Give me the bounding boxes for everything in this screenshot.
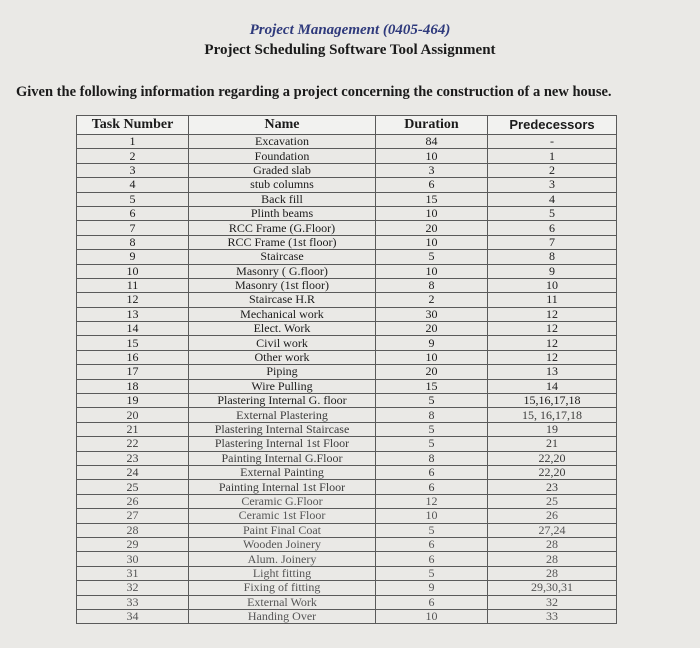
table-row	[77, 365, 617, 379]
table-row	[77, 221, 617, 235]
duration-cell: 5	[376, 523, 488, 537]
assignment-title: Project Scheduling Software Tool Assignment	[204, 42, 496, 58]
table-row	[77, 135, 617, 149]
predecessors-cell: 8	[488, 250, 617, 264]
task-name-cell: Ceramic 1st Floor	[189, 509, 376, 523]
course-title: Project Management (0405-464)	[249, 22, 451, 38]
table-row	[77, 552, 617, 566]
duration-cell: 5	[376, 422, 488, 436]
table-row	[77, 480, 617, 494]
predecessors-cell: 15,16,17,18	[488, 394, 617, 408]
task-name-cell: Wire Pulling	[189, 379, 376, 393]
task-number-cell: 22	[77, 437, 189, 451]
task-name-cell: stub columns	[189, 178, 376, 192]
predecessors-cell: 10	[488, 278, 617, 292]
table-row	[77, 336, 617, 350]
task-number-cell: 6	[77, 206, 189, 220]
table-row	[77, 394, 617, 408]
predecessors-cell: 12	[488, 350, 617, 364]
task-number-cell: 23	[77, 451, 189, 465]
header-name: Name	[189, 116, 376, 135]
task-number-cell: 31	[77, 566, 189, 580]
table-row	[77, 581, 617, 595]
task-name-cell: Back fill	[189, 192, 376, 206]
header-duration: Duration	[376, 116, 488, 135]
table-row	[77, 149, 617, 163]
table-row	[77, 264, 617, 278]
table-row	[77, 379, 617, 393]
task-name-cell: Plinth beams	[189, 206, 376, 220]
task-number-cell: 33	[77, 595, 189, 609]
predecessors-cell: 6	[488, 221, 617, 235]
task-number-cell: 26	[77, 494, 189, 508]
task-number-cell: 29	[77, 537, 189, 551]
task-name-cell: Painting Internal 1st Floor	[189, 480, 376, 494]
predecessors-cell: 29,30,31	[488, 581, 617, 595]
table-row	[77, 595, 617, 609]
task-name-cell: Light fitting	[189, 566, 376, 580]
table-row	[77, 437, 617, 451]
duration-cell: 10	[376, 509, 488, 523]
predecessors-cell: 28	[488, 537, 617, 551]
task-table	[76, 115, 617, 624]
table-row	[77, 494, 617, 508]
table-row	[77, 451, 617, 465]
duration-cell: 6	[376, 480, 488, 494]
task-number-cell: 16	[77, 350, 189, 364]
task-name-cell: Painting Internal G.Floor	[189, 451, 376, 465]
duration-cell: 10	[376, 235, 488, 249]
table-row	[77, 206, 617, 220]
duration-cell: 6	[376, 552, 488, 566]
task-name-cell: Civil work	[189, 336, 376, 350]
duration-cell: 10	[376, 264, 488, 278]
table-body	[77, 135, 617, 624]
table-row	[77, 350, 617, 364]
task-name-cell: Graded slab	[189, 163, 376, 177]
task-number-cell: 18	[77, 379, 189, 393]
task-name-cell: Alum. Joinery	[189, 552, 376, 566]
task-number-cell: 3	[77, 163, 189, 177]
task-number-cell: 21	[77, 422, 189, 436]
task-number-cell: 8	[77, 235, 189, 249]
task-name-cell: Plastering Internal 1st Floor	[189, 437, 376, 451]
predecessors-cell: 27,24	[488, 523, 617, 537]
duration-cell: 12	[376, 494, 488, 508]
predecessors-cell: 13	[488, 365, 617, 379]
task-name-cell: RCC Frame (G.Floor)	[189, 221, 376, 235]
table-row	[77, 465, 617, 479]
table-row	[77, 192, 617, 206]
task-number-cell: 19	[77, 394, 189, 408]
duration-cell: 84	[376, 135, 488, 149]
table-row	[77, 509, 617, 523]
task-number-cell: 5	[77, 192, 189, 206]
task-name-cell: Staircase H.R	[189, 293, 376, 307]
task-name-cell: Handing Over	[189, 609, 376, 623]
table-row	[77, 307, 617, 321]
predecessors-cell: 19	[488, 422, 617, 436]
task-name-cell: Paint Final Coat	[189, 523, 376, 537]
task-name-cell: Plastering Internal G. floor	[189, 394, 376, 408]
duration-cell: 8	[376, 451, 488, 465]
duration-cell: 6	[376, 465, 488, 479]
predecessors-cell: 22,20	[488, 451, 617, 465]
predecessors-cell: 22,20	[488, 465, 617, 479]
predecessors-cell: 11	[488, 293, 617, 307]
duration-cell: 5	[376, 566, 488, 580]
task-name-cell: Plastering Internal Staircase	[189, 422, 376, 436]
task-name-cell: External Plastering	[189, 408, 376, 422]
duration-cell: 6	[376, 178, 488, 192]
task-name-cell: Excavation	[189, 135, 376, 149]
duration-cell: 10	[376, 350, 488, 364]
predecessors-cell: 1	[488, 149, 617, 163]
task-number-cell: 34	[77, 609, 189, 623]
task-name-cell: Ceramic G.Floor	[189, 494, 376, 508]
predecessors-cell: 26	[488, 509, 617, 523]
header-task-number: Task Number	[77, 116, 189, 135]
task-name-cell: Other work	[189, 350, 376, 364]
task-number-cell: 30	[77, 552, 189, 566]
predecessors-cell: 5	[488, 206, 617, 220]
predecessors-cell: 21	[488, 437, 617, 451]
task-name-cell: Elect. Work	[189, 322, 376, 336]
predecessors-cell: 12	[488, 307, 617, 321]
task-number-cell: 4	[77, 178, 189, 192]
duration-cell: 6	[376, 595, 488, 609]
predecessors-cell: 7	[488, 235, 617, 249]
duration-cell: 30	[376, 307, 488, 321]
duration-cell: 10	[376, 149, 488, 163]
duration-cell: 15	[376, 192, 488, 206]
duration-cell: 5	[376, 250, 488, 264]
task-number-cell: 17	[77, 365, 189, 379]
table-header-row	[77, 116, 617, 135]
duration-cell: 9	[376, 336, 488, 350]
task-name-cell: Masonry (1st floor)	[189, 278, 376, 292]
predecessors-cell: 23	[488, 480, 617, 494]
duration-cell: 20	[376, 365, 488, 379]
duration-cell: 5	[376, 437, 488, 451]
table-row	[77, 293, 617, 307]
predecessors-cell: 2	[488, 163, 617, 177]
table-row	[77, 178, 617, 192]
predecessors-cell: 28	[488, 552, 617, 566]
duration-cell: 8	[376, 408, 488, 422]
task-name-cell: RCC Frame (1st floor)	[189, 235, 376, 249]
task-number-cell: 9	[77, 250, 189, 264]
predecessors-cell: 12	[488, 336, 617, 350]
task-name-cell: Mechanical work	[189, 307, 376, 321]
task-name-cell: Fixing of fitting	[189, 581, 376, 595]
table-row	[77, 278, 617, 292]
task-number-cell: 15	[77, 336, 189, 350]
task-name-cell: Foundation	[189, 149, 376, 163]
task-number-cell: 13	[77, 307, 189, 321]
predecessors-cell: 28	[488, 566, 617, 580]
predecessors-cell: -	[488, 135, 617, 149]
table-row	[77, 523, 617, 537]
table-row	[77, 408, 617, 422]
task-name-cell: Piping	[189, 365, 376, 379]
task-number-cell: 32	[77, 581, 189, 595]
task-number-cell: 24	[77, 465, 189, 479]
predecessors-cell: 3	[488, 178, 617, 192]
table-row	[77, 235, 617, 249]
table-row	[77, 609, 617, 623]
task-name-cell: External Work	[189, 595, 376, 609]
duration-cell: 20	[376, 322, 488, 336]
table-row	[77, 322, 617, 336]
duration-cell: 2	[376, 293, 488, 307]
task-number-cell: 25	[77, 480, 189, 494]
task-name-cell: Wooden Joinery	[189, 537, 376, 551]
table-row	[77, 250, 617, 264]
task-number-cell: 20	[77, 408, 189, 422]
table-row	[77, 537, 617, 551]
duration-cell: 10	[376, 206, 488, 220]
duration-cell: 6	[376, 537, 488, 551]
table-row	[77, 163, 617, 177]
task-number-cell: 28	[77, 523, 189, 537]
duration-cell: 10	[376, 609, 488, 623]
table-row	[77, 566, 617, 580]
predecessors-cell: 14	[488, 379, 617, 393]
task-number-cell: 14	[77, 322, 189, 336]
header-predecessors: Predecessors	[488, 116, 617, 135]
task-number-cell: 7	[77, 221, 189, 235]
predecessors-cell: 33	[488, 609, 617, 623]
predecessors-cell: 4	[488, 192, 617, 206]
predecessors-cell: 12	[488, 322, 617, 336]
duration-cell: 20	[376, 221, 488, 235]
duration-cell: 8	[376, 278, 488, 292]
duration-cell: 5	[376, 394, 488, 408]
task-number-cell: 27	[77, 509, 189, 523]
task-number-cell: 11	[77, 278, 189, 292]
task-name-cell: External Painting	[189, 465, 376, 479]
predecessors-cell: 32	[488, 595, 617, 609]
intro-text: Given the following information regarding a project concerning the construction of a new house.	[16, 84, 612, 100]
predecessors-cell: 15, 16,17,18	[488, 408, 617, 422]
predecessors-cell: 25	[488, 494, 617, 508]
task-number-cell: 1	[77, 135, 189, 149]
duration-cell: 9	[376, 581, 488, 595]
duration-cell: 15	[376, 379, 488, 393]
table-row	[77, 422, 617, 436]
task-number-cell: 2	[77, 149, 189, 163]
task-name-cell: Staircase	[189, 250, 376, 264]
task-number-cell: 12	[77, 293, 189, 307]
predecessors-cell: 9	[488, 264, 617, 278]
task-name-cell: Masonry ( G.floor)	[189, 264, 376, 278]
task-number-cell: 10	[77, 264, 189, 278]
duration-cell: 3	[376, 163, 488, 177]
